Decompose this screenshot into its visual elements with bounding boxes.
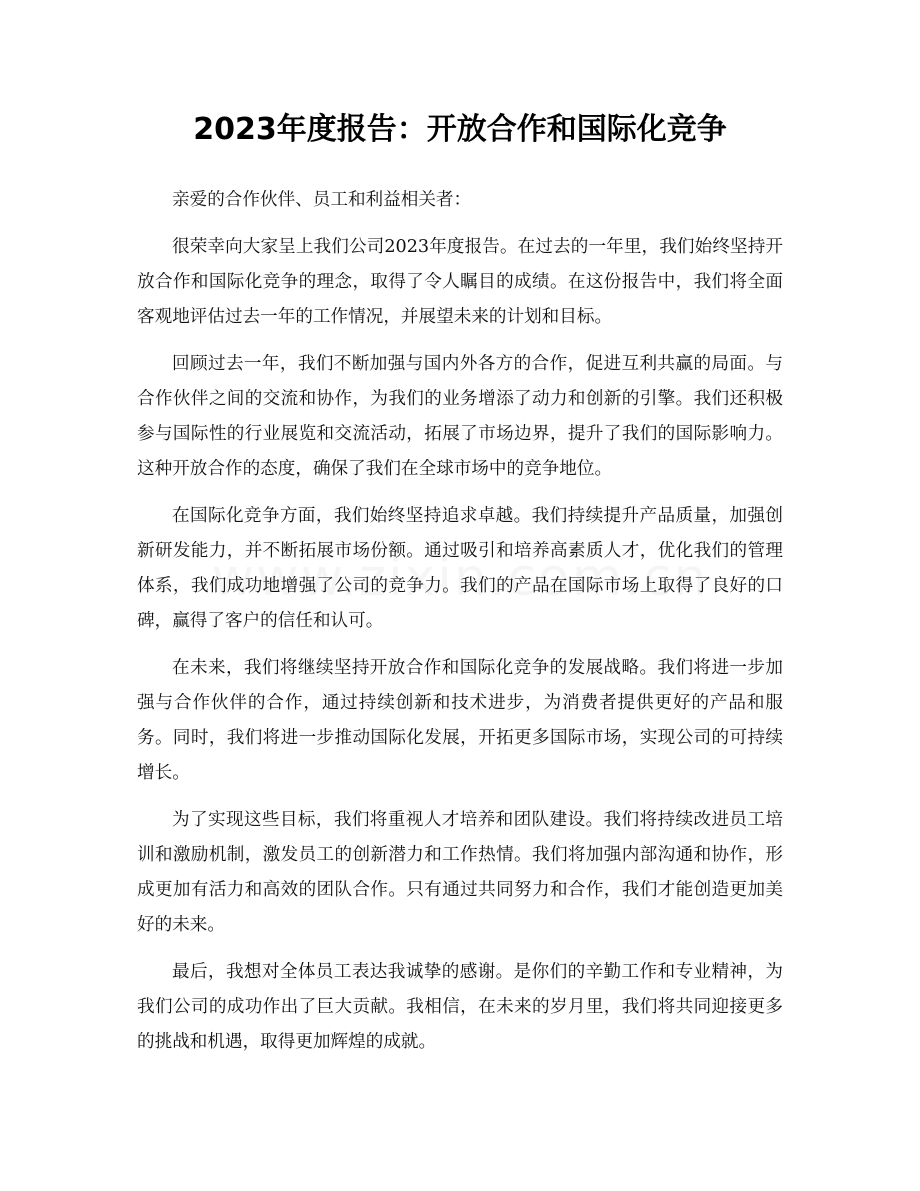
paragraph-competition: 在国际化竞争方面，我们始终坚持追求卓越。我们持续提升产品质量，加强创新研发能力，并不断拓展市场份额。通过吸引和培养高素质人才，优化我们的管理体系，我们成功地增强了公司的竞争力。我们的产品在国际市场上取得了良好的口碑，赢得了客户的信任和认可。 [137, 506, 783, 631]
document-body [137, 183, 783, 1072]
paragraph-review: 回顾过去一年，我们不断加强与国内外各方的合作，促进互利共赢的局面。与合作伙伴之间的交流和协作，为我们的业务增添了动力和创新的引擎。我们还积极参与国际性的行业展览和交流活动，拓展了市场边界，提升了我们的国际影响力。这种开放合作的态度，确保了我们在全球市场中的竞争地位。 [137, 354, 783, 479]
paragraph-talent: 为了实现这些目标，我们将重视人才培养和团队建设。我们将持续改进员工培训和激励机制，激发员工的创新潜力和工作热情。我们将加强内部沟通和协作，形成更加有活力和高效的团队合作。只有通过共同努力和合作，我们才能创造更加美好的未来。 [137, 810, 783, 935]
paragraph-thanks: 最后，我想对全体员工表达我诚挚的感谢。是你们的辛勤工作和专业精神，为我们公司的成功作出了巨大贡献。我相信，在未来的岁月里，我们将共同迎接更多的挑战和机遇，取得更加辉煌的成就。 [137, 962, 783, 1052]
page-title: 2023年度报告：开放合作和国际化竞争 [193, 112, 727, 147]
paragraph-future: 在未来，我们将继续坚持开放合作和国际化竞争的发展战略。我们将进一步加强与合作伙伴的合作，通过持续创新和技术进步，为消费者提供更好的产品和服务。同时，我们将进一步推动国际化发展，开拓更多国际市场，实现公司的可持续增长。 [137, 658, 783, 783]
paragraph-intro: 很荣幸向大家呈上我们公司2023年度报告。在过去的一年里，我们始终坚持开放合作和国际化竞争的理念，取得了令人瞩目的成绩。在这份报告中，我们将全面客观地评估过去一年的工作情况，并展望未来的计划和目标。 [137, 237, 783, 327]
greeting-paragraph: 亲爱的合作伙伴、员工和利益相关者： [172, 190, 472, 210]
